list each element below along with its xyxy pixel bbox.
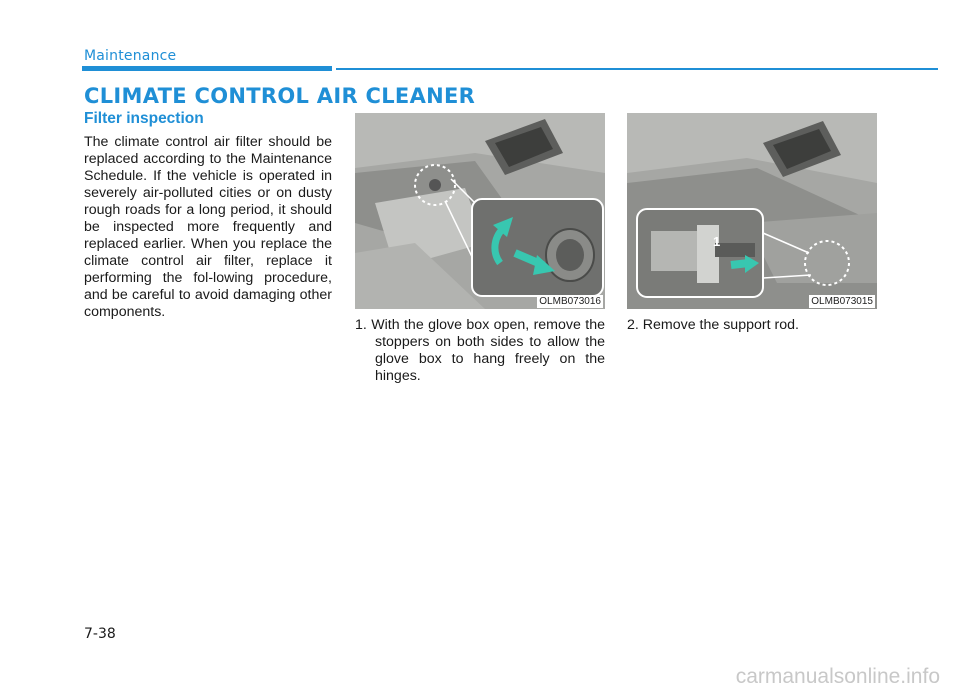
- figure-code: OLMB073016: [539, 296, 601, 307]
- support-rod-photo: [627, 113, 877, 309]
- watermark: carmanualsonline.info: [735, 665, 940, 688]
- svg-text:1: 1: [713, 234, 721, 249]
- section-label: Maintenance: [84, 48, 177, 64]
- figure-code: OLMB073015: [811, 296, 873, 307]
- page-title: CLIMATE CONTROL AIR CLEANER: [84, 84, 476, 108]
- filter-inspection-heading: Filter inspection: [84, 110, 204, 127]
- figure-support-rod: [627, 113, 877, 309]
- header-rule-thick: [82, 66, 332, 71]
- step-1-text: 1. With the glove box open, remove the stoppers on both sides to allow the glove box to hang freely on the hinges.: [355, 317, 605, 384]
- filter-inspection-text: The climate control air filter should be replaced according to the Maintenance Schedule. If the vehicle is operated in severely air-polluted cities or on dusty rough roads for a long period, it should be inspected more frequently and replaced earlier. When you replace the climate control air filter, replace it performing the fol-lowing procedure, and be careful to avoid damaging other components.: [84, 134, 332, 320]
- page-number: 7-38: [84, 626, 116, 642]
- glove-box-stopper-photo: [355, 113, 605, 309]
- step-2-text: 2. Remove the support rod.: [627, 317, 799, 333]
- header-rule-thin: [336, 68, 938, 70]
- figure-glove-box-stopper: [355, 113, 605, 309]
